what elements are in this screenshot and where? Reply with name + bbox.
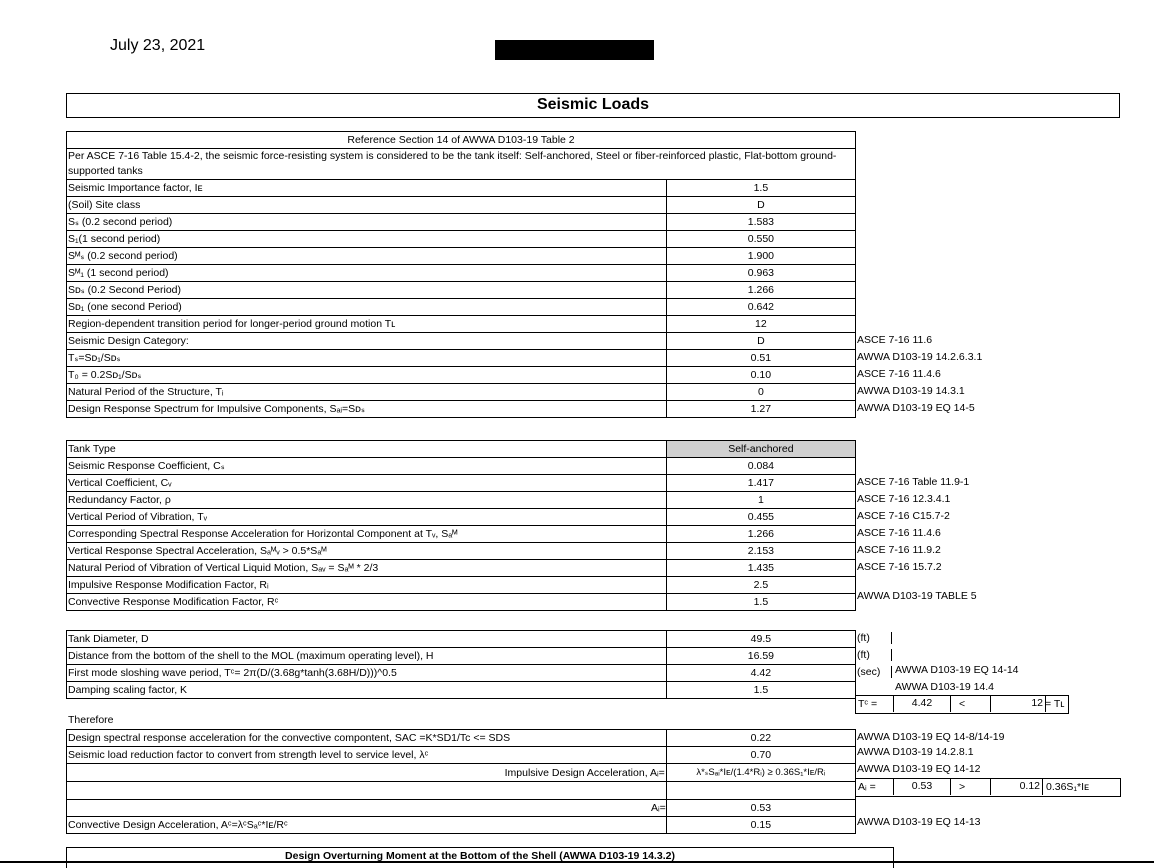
row-value: D [666,197,855,214]
tc-label: Tᶜ = [858,698,878,710]
row-value: 1.5 [666,180,855,197]
tc-comparison-box [855,695,1069,714]
row-label: Sᴹₛ (0.2 second period) [67,248,667,265]
ai-operator: > [959,781,966,793]
table-row [67,492,856,509]
convective-reference: AWWA D103-19 EQ 14-13 [857,816,981,828]
convective-value: 0.15 [666,817,855,834]
row-value: 1.27 [666,401,855,418]
table-row [67,214,856,231]
row-value: 0.10 [666,367,855,384]
table-row [67,594,856,611]
table-row [67,682,856,699]
unit-label: (ft) [857,649,892,661]
tl-label: = Tʟ [1045,698,1065,710]
unit-label: (sec) [857,666,892,678]
ai-min-value: 0.12 [990,778,1043,795]
table-row [67,299,856,316]
row-label: Seismic Importance factor, Iᴇ [67,180,667,197]
row-value: 1.266 [666,282,855,299]
tank-geometry-table [66,630,856,699]
damping-reference: AWWA D103-19 14.4 [895,681,995,693]
row-reference: ASCE 7-16 11.9.2 [857,543,941,556]
seismic-parameters-table [66,131,856,418]
row-value: 1.266 [666,526,855,543]
row-value: 1.5 [666,594,855,611]
table-row [67,316,856,333]
row-value: 1.435 [666,560,855,577]
table-row [67,509,856,526]
row-label: Sᴹ₁ (1 second period) [67,265,667,282]
row-label: Impulsive Response Modification Factor, Rᵢ [67,577,667,594]
row-value: Self-anchored [666,441,855,458]
impulsive-label: Impulsive Design Acceleration, Aᵢ= [67,764,667,782]
row-value: 0.550 [666,231,855,248]
impulsive-reference: AWWA D103-19 EQ 14-12 [857,763,981,775]
row-label: Corresponding Spectral Response Acceleration for Horizontal Component at Tᵥ, Sₐᴹ [67,526,667,543]
row-reference: ASCE 7-16 12.3.4.1 [857,492,951,505]
table-row [67,248,856,265]
row-value: 0 [666,384,855,401]
table-intro: Per ASCE 7-16 Table 15.4-2, the seismic force-resisting system is considered to be the tank itself: Self-anchored, Steel or fiber-reinforced plastic, Flat-bottom ground-supported tanks [67,149,856,180]
table-row [67,458,856,475]
row-value: 0.084 [666,458,855,475]
table-row [67,543,856,560]
row-label: Sᴅ₁ (one second Period) [67,299,667,316]
row-label: First mode sloshing wave period, Tᶜ= 2π(D/(3.68g*tanh(3.68H/D)))^0.5 [67,665,667,682]
row-value: 0.963 [666,265,855,282]
row-label: Convective Response Modification Factor, Rᶜ [67,594,667,611]
tc-operator: < [959,698,966,710]
tank-type-table [66,440,856,611]
row-value: 1.5 [666,682,855,699]
sloshing-reference: AWWA D103-19 EQ 14-14 [895,664,1019,676]
row-value: 49.5 [666,631,855,648]
overturning-title: Design Overturning Moment at the Bottom of the Shell (AWWA D103-19 14.3.2) [285,850,675,862]
row-label: Tank Diameter, D [67,631,667,648]
row-label: Sₛ (0.2 second period) [67,214,667,231]
table3-body [67,631,856,699]
overturning-section-box [66,847,894,868]
table-row [67,631,856,648]
row-label: Damping scaling factor, K [67,682,667,699]
row-reference: ASCE 7-16 11.6 [857,333,933,346]
row-reference: AWWA D103-19 14.2.6.3.1 [857,350,983,363]
row-value: 2.5 [666,577,855,594]
row-reference: ASCE 7-16 Table 11.9-1 [857,475,970,488]
row-value: 4.42 [666,665,855,682]
impulsive-formula: λ*ₛSₐᵢ*Iᴇ/(1.4*Rᵢ) ≥ 0.36S₁*Iᴇ/Rᵢ [666,764,855,782]
row-label: Seismic Design Category: [67,333,667,350]
row-label: Vertical Coefficient, Cᵥ [67,475,667,492]
table-row [67,665,856,682]
table-row [67,475,856,492]
row-reference: AWWA D103-19 EQ 14-5 [857,401,975,414]
table-row [67,333,856,350]
row-label: Design Response Spectrum for Impulsive Components, Sₐᵢ=Sᴅₛ [67,401,667,418]
row-value: 1.900 [666,248,855,265]
row-value: 12 [666,316,855,333]
row-label: T₀ = 0.2Sᴅ₁/Sᴅₛ [67,367,667,384]
blank-row [67,782,667,800]
sac-label: Design spectral response acceleration for the convective compontent, SAC =K*SD1/Tc <= SDS [67,730,667,747]
section-title-box [66,93,1120,118]
tl-value: 12 [990,695,1046,712]
lambda-label: Seismic load reduction factor to convert from strength level to service level, λᶜ [67,747,667,764]
table-row [67,526,856,543]
ai-min-label: 0.36S₁*Iᴇ [1046,781,1090,793]
table-row [67,367,856,384]
row-label: S₁(1 second period) [67,231,667,248]
table-row [67,350,856,367]
document-date: July 23, 2021 [110,37,206,54]
row-label: (Soil) Site class [67,197,667,214]
table-row [67,441,856,458]
row-label: Natural Period of the Structure, Tᵢ [67,384,667,401]
row-value: 1 [666,492,855,509]
table2-rf-reference: AWWA D103-19 TABLE 5 [857,590,977,602]
ai-label: Aᵢ = [858,781,876,793]
design-acceleration-table [66,729,856,834]
table-row [67,384,856,401]
ai-comparison-box [855,778,1121,797]
row-label: Redundancy Factor, ρ [67,492,667,509]
table-row [67,401,856,418]
row-reference: AWWA D103-19 14.3.1 [857,384,965,397]
row-reference: ASCE 7-16 15.7.2 [857,560,942,573]
row-value: 2.153 [666,543,855,560]
row-label: Distance from the bottom of the shell to the MOL (maximum operating level), H [67,648,667,665]
row-label: Vertical Response Spectral Acceleration, Sₐᴹᵥ > 0.5*Sₐᴹ [67,543,667,560]
row-label: Seismic Response Coefficient, Cₛ [67,458,667,475]
ai-row-label: Aᵢ= [67,800,667,817]
row-value: 1.583 [666,214,855,231]
row-value: 1.417 [666,475,855,492]
row-label: Tank Type [67,441,667,458]
table-row [67,231,856,248]
row-value: 0.51 [666,350,855,367]
row-label: Region-dependent transition period for longer-period ground motion Tʟ [67,316,667,333]
row-value: 0.455 [666,509,855,526]
table-row [67,560,856,577]
tc-value: 4.42 [893,695,951,712]
table-row [67,197,856,214]
lambda-reference: AWWA D103-19 14.2.8.1 [857,746,974,758]
row-reference: ASCE 7-16 11.4.6 [857,367,941,380]
row-label: Tₛ=Sᴅ₁/Sᴅₛ [67,350,667,367]
table-row [67,648,856,665]
unit-label: (ft) [857,632,892,644]
ai-value: 0.53 [893,778,951,795]
row-value: 0.642 [666,299,855,316]
row-reference: ASCE 7-16 11.4.6 [857,526,941,539]
therefore-label: Therefore [68,714,114,726]
lambda-value: 0.70 [666,747,855,764]
sac-reference: AWWA D103-19 EQ 14-8/14-19 [857,731,1005,743]
row-label: Sᴅₛ (0.2 Second Period) [67,282,667,299]
row-label: Vertical Period of Vibration, Tᵥ [67,509,667,526]
convective-label: Convective Design Acceleration, Aᶜ=λᶜSₐᶜ*Iᴇ/Rᶜ [67,817,667,834]
row-value: D [666,333,855,350]
table-reference: Reference Section 14 of AWWA D103-19 Table 2 [67,132,856,149]
table-row [67,577,856,594]
table-row [67,282,856,299]
table2-body [67,441,856,611]
table-row [67,265,856,282]
table-row [67,180,856,197]
sac-value: 0.22 [666,730,855,747]
table1-body [67,180,856,418]
ai-row-value: 0.53 [666,800,855,817]
redacted-block [495,40,654,60]
section-title: Seismic Loads [536,96,650,113]
row-reference: ASCE 7-16 C15.7-2 [857,509,950,522]
row-value: 16.59 [666,648,855,665]
blank-row-value [666,782,855,800]
row-label: Natural Period of Vibration of Vertical Liquid Motion, Sₐᵥ = Sₐᴹ * 2/3 [67,560,667,577]
